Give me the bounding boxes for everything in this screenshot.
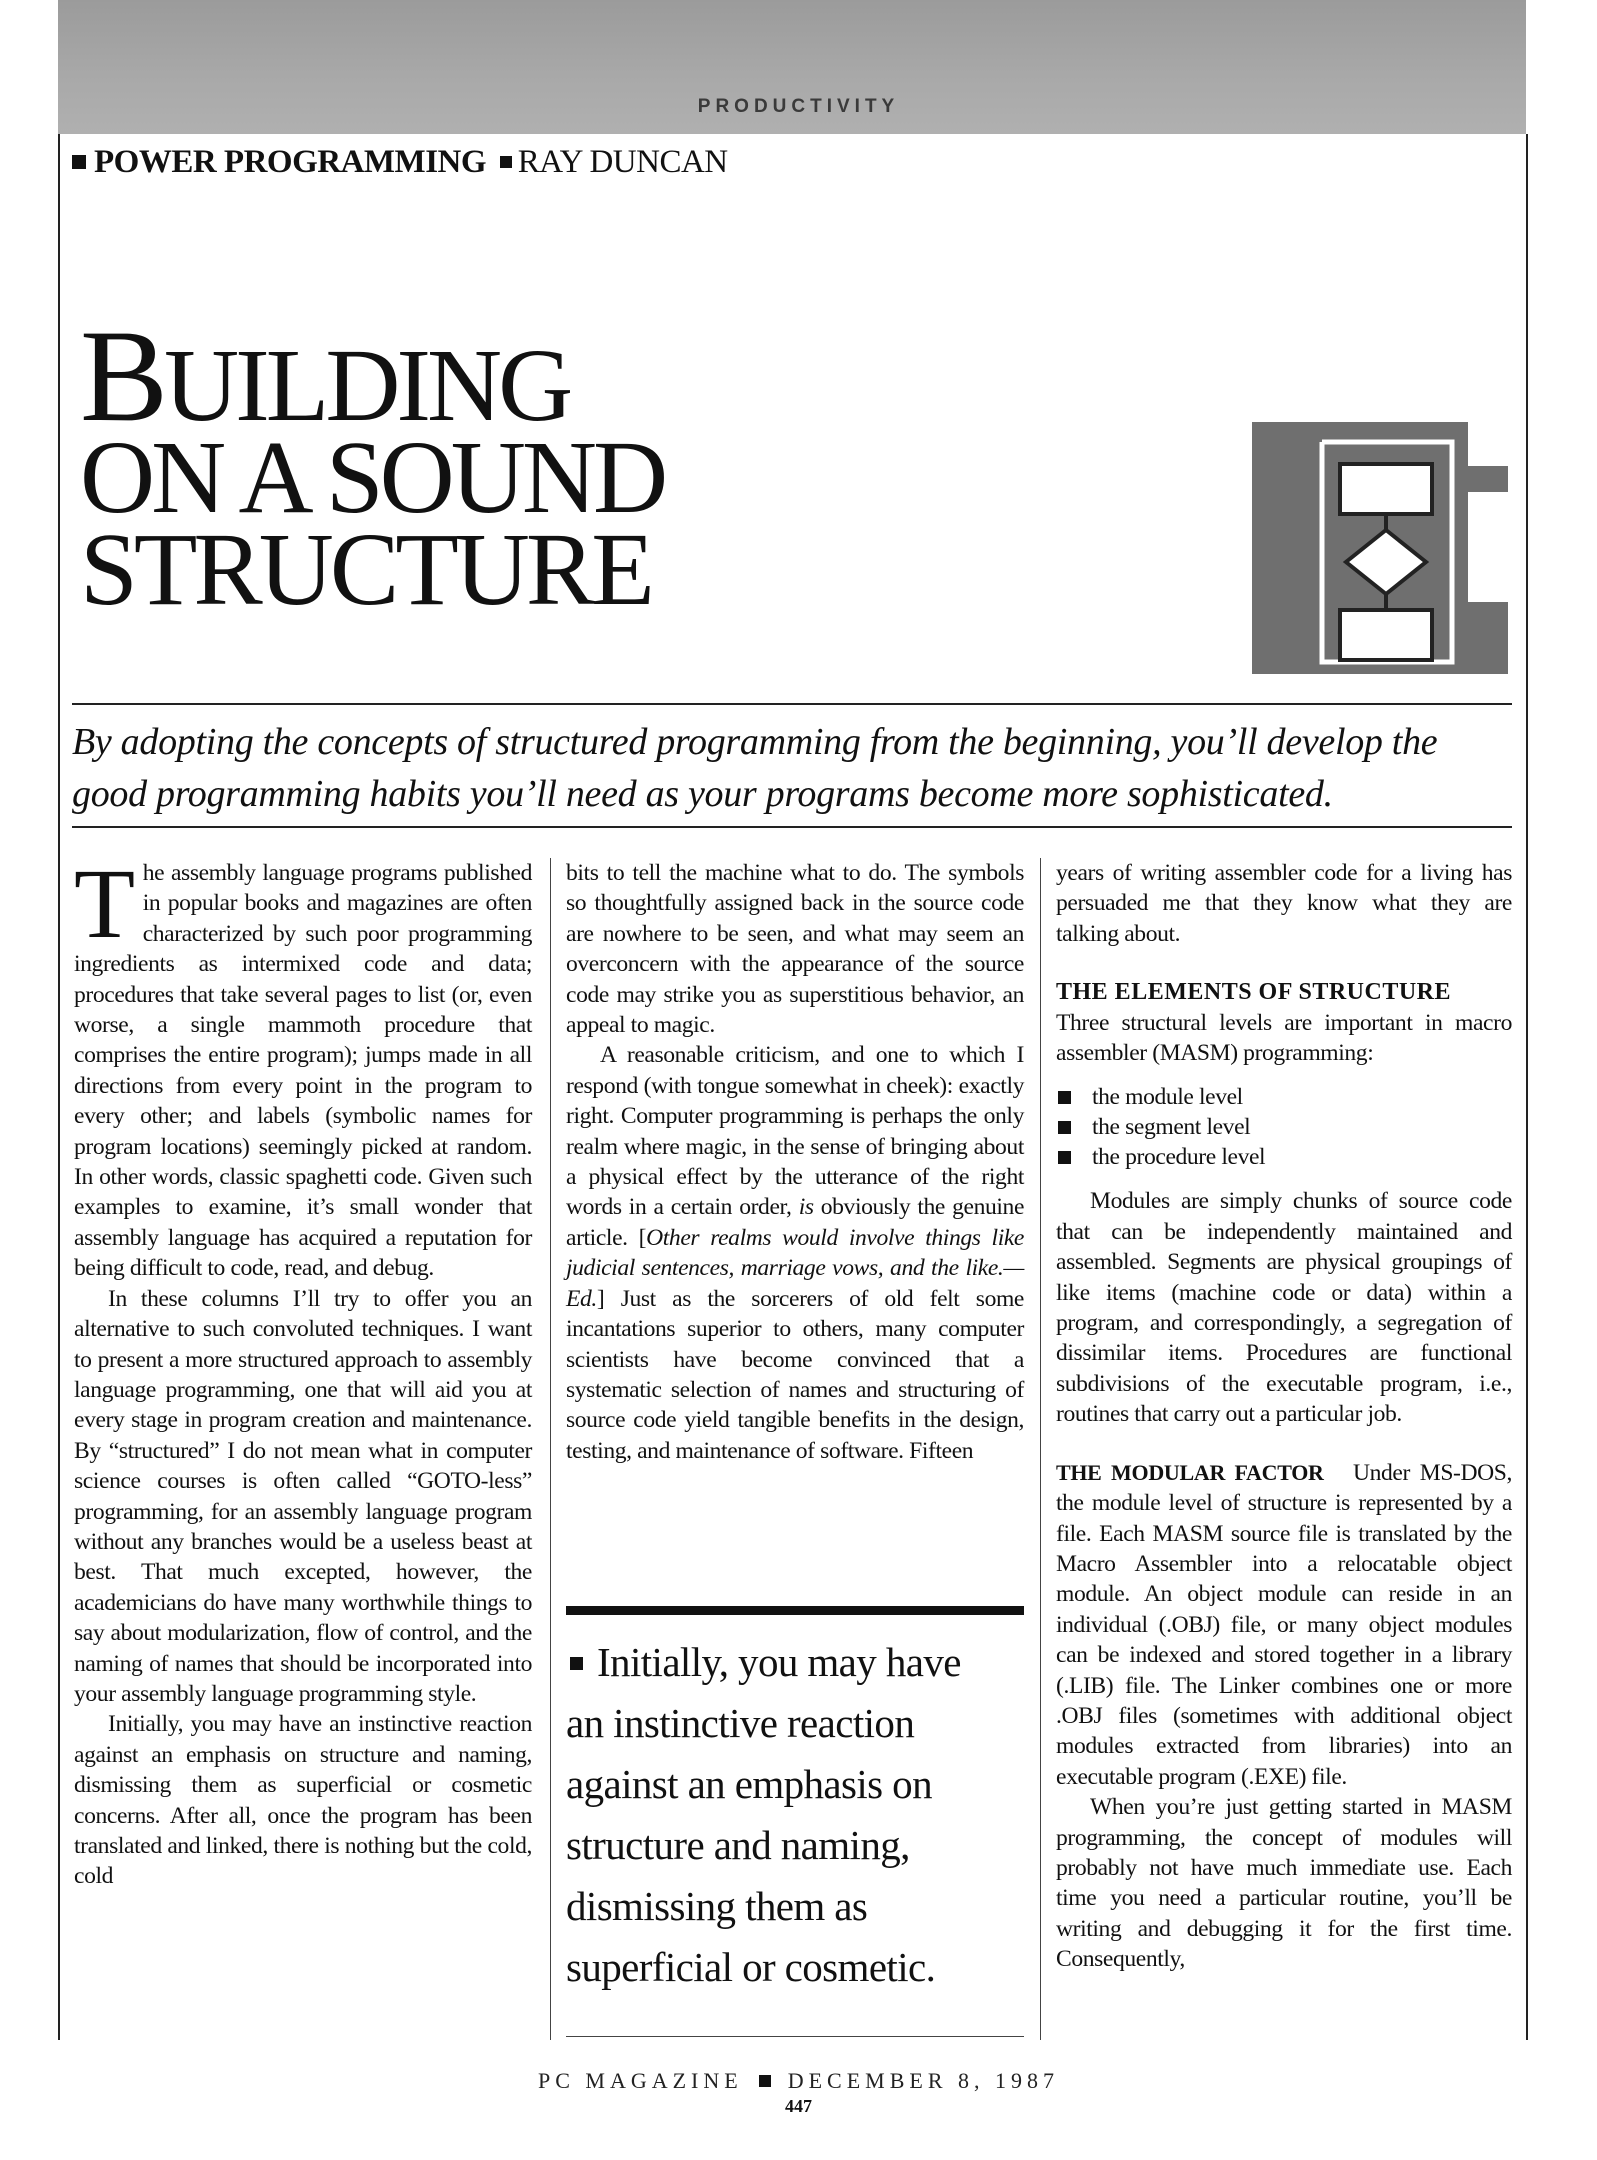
- bullet-square-icon: [759, 2075, 771, 2087]
- deck-subtitle: [72, 716, 1512, 820]
- structure-levels-list: [1056, 1082, 1512, 1172]
- pullquote: [566, 1632, 1036, 1998]
- pullquote-line: superficial or cosmetic.: [566, 1944, 936, 1990]
- subhead-modular-factor: THE MODULAR FACTOR: [1056, 1459, 1324, 1485]
- bullet-square-icon: [500, 156, 512, 168]
- list-item: the module level: [1056, 1082, 1512, 1112]
- flowchart-process-box-icon: [1340, 464, 1432, 514]
- body-paragraph: Three structural levels are important in macro assembler (MASM) programming:: [1056, 1009, 1512, 1067]
- drop-cap: T: [74, 848, 135, 959]
- list-item: the segment level: [1056, 1112, 1512, 1142]
- pullquote-rule-bottom: [566, 2036, 1024, 2037]
- article-column-3: [1056, 858, 1512, 1975]
- column-divider: [1040, 858, 1041, 2040]
- pullquote-line: against an emphasis on: [566, 1761, 932, 1807]
- bullet-square-icon: [570, 1657, 583, 1670]
- deck-rule-bottom: [72, 826, 1512, 828]
- page-number: 447: [785, 2096, 812, 2116]
- body-paragraph: In these columns I’ll try to offer you an alternative to such convoluted techniques. I want to present a more structured approach to assembly language programming, one that will aid you at every stage in program creation and maintenance. By “structured” I do not mean what in computer science courses is often called “GOTO-less” programming, for an assembly language program without any branches would be a useless beast at best. That much excepted, however, the academicians do have many worthwhile things to say about modularization, flow of control, and the naming of names that should be incorporated into your assembly language programming style.: [74, 1285, 532, 1707]
- body-paragraph: years of writing assembler code for a living has persuaded me that they know what they are talking about.: [1056, 860, 1512, 947]
- body-paragraph: A reasonable criticism, and one to which I respond (with tongue somewhat in cheek): exactly right. Computer programming is perhaps the only realm where magic, in the sense of bringing about a physical effect by the utterance of the right words in a certain order, is obviously the genuine article. [Other realms would involve things like judicial sentences, marriage vows, and the like.—Ed.] Just as the sorcerers of old felt some incantations superior to others, many computer scientists have become convinced that a systematic selection of names and structuring of source code yield tangible benefits in the design, testing, and maintenance of software. Fifteen: [566, 1042, 1025, 1464]
- issue-date: DECEMBER 8, 1987: [787, 2068, 1060, 2093]
- list-item: the procedure level: [1056, 1142, 1512, 1172]
- body-paragraph: When you’re just getting started in MASM programming, the concept of modules will probably not have much immediate use. Each time you need a particular routine, you’ll be writing and debugging it for the first time. Consequently,: [1056, 1794, 1512, 1973]
- headline-line-1: [80, 302, 840, 449]
- article-column-1: [74, 848, 532, 1892]
- flowchart-illustration: [1252, 422, 1508, 674]
- body-paragraph: Initially, you may have an instinctive reaction against an emphasis on structure and naming, dismissing them as superficial or cosmetic concerns. After all, once the program has been translated and linked, there is nothing but the cold, cold: [74, 1711, 532, 1890]
- headline-line-2: ON A SOUND: [80, 420, 665, 535]
- deck-line: By adopting the concepts of structured programming from the beginning, you’ll develop the: [72, 721, 1438, 763]
- deck-line: good programming habits you’ll need as your programs become more sophisticated.: [72, 773, 1333, 815]
- author-name: RAY DUNCAN: [517, 144, 728, 180]
- pullquote-line: an instinctive reaction: [566, 1700, 915, 1746]
- magazine-name: PC MAGAZINE: [537, 2068, 743, 2093]
- headline-initial: B: [80, 302, 165, 449]
- pullquote-line: dismissing them as: [566, 1883, 868, 1929]
- deck-rule-top: [72, 703, 1512, 705]
- subhead-elements-of-structure: THE ELEMENTS OF STRUCTURE: [1056, 979, 1452, 1006]
- headline-rest: UILDING: [164, 328, 570, 443]
- headline-line-3: STRUCTURE: [80, 512, 651, 627]
- byline: [72, 144, 728, 181]
- body-paragraph: THE MODULAR FACTOR Under MS-DOS, the module level of structure is represented by a file. Each MASM source file is translated by the Macro Assembler into a relocatable object module. An object module can reside in an individual (.OBJ) file, or many object modules can be indexed and stored together in a library (.LIB) file. The Linker combines one or more .OBJ files (sometimes with additional object modules extracted from libraries) into an executable program (.EXE) file.: [1056, 1459, 1512, 1790]
- pullquote-line: structure and naming,: [566, 1822, 910, 1868]
- headline: [80, 302, 840, 627]
- column-name: POWER PROGRAMMING: [94, 144, 487, 180]
- pullquote-rule-top: [566, 1606, 1024, 1615]
- body-paragraph: bits to tell the machine what to do. The symbols so thoughtfully assigned back in the source code are nowhere to be seen, and what may seem an overconcern with the appearance of the source code may strike you as superstitious behavior, an appeal to magic.: [566, 860, 1024, 1039]
- editor-note: Other realms would involve things like judicial sentences, marriage vows, and the like.—Ed.: [566, 1224, 1024, 1312]
- column-divider: [550, 858, 551, 2040]
- article-column-2: [566, 858, 1024, 1466]
- section-label: PRODUCTIVITY: [697, 96, 900, 117]
- bullet-square-icon: [72, 155, 86, 169]
- page-footer: [0, 2068, 1597, 2094]
- body-paragraph: The assembly language programs published in popular books and magazines are often characterized by such poor programming ingredients as intermixed code and data; procedures that take several pages to list (or, even worse, a single mammoth procedure that comprises the entire program); jumps made in all directions from every point in the program to every other; and labels (symbolic names for program locations) seemingly picked at random. In other words, classic spaghetti code. Given such examples to examine, it’s small wonder that assembly language has acquired a reputation for being difficult to code, read, and debug.: [74, 848, 532, 1282]
- body-paragraph: Modules are simply chunks of source code that can be independently maintained and assembled. Segments are physical groupings of like items (machine code or data) within a program, and correspondingly, a segregation of dissimilar items. Procedures are functional subdivisions of the executable program, i.e., routines that carry out a particular job.: [1056, 1188, 1512, 1428]
- pullquote-line: Initially, you may have: [566, 1632, 1036, 1693]
- flowchart-process-box-icon: [1340, 610, 1432, 660]
